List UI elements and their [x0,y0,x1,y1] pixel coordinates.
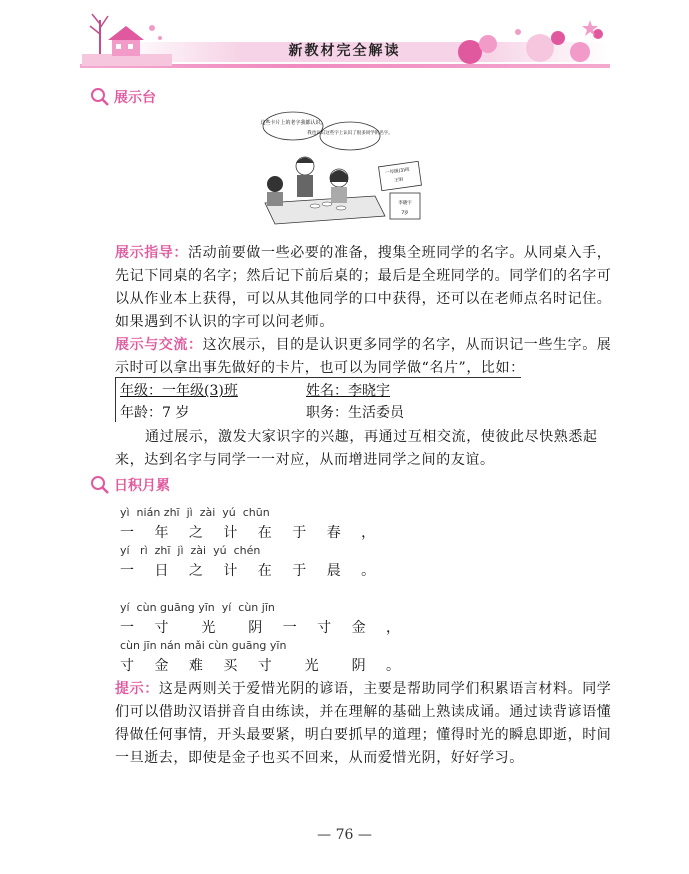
page-number: — 76 — [317,827,372,843]
proverb-1-pinyin: yì nián zhī jì zài yú chūn [120,506,270,519]
tip-label: 提示： [115,681,159,697]
magnifier-icon [90,475,110,495]
card-duty: 职务：生活委员 [306,405,404,421]
exchange-paragraph [115,334,615,380]
proverb-3-pinyin: yí cùn guāng yīn yí cùn jīn [120,601,275,614]
page-header [0,0,689,80]
proverb-3-text: 一 寸 光 阴 一 寸 金 ， [120,620,409,636]
exchange-text: 这次展示，目的是认识更多同学的名字，从而识记一些生字。展示时可以拿出事先做好的卡片，也可以为同学做“名片”，比如： [115,337,612,376]
magnifier-icon [90,87,110,107]
illus-card-2-line1: 李晓宇 [398,201,412,206]
proverb-2-text: 一 日 之 计 在 于 晨 。 [120,563,384,579]
proverb-4-text: 寸 金 难 买 寸 光 阴 。 [120,658,409,674]
card-grade: 年级：一年级(3)班 [120,383,238,399]
card-name: 姓名：李晓宇 [306,383,390,399]
proverb-4-pinyin: cùn jīn nán mǎi cùn guāng yīn [120,639,287,652]
sample-name-card [115,377,521,422]
illus-card-1-line2: 王明 [393,177,404,184]
header-title: 新教材完全解读 [288,43,401,59]
speech-bubble-left: 这些卡片上的老字我都认识。 [260,120,326,126]
tip-paragraph [115,678,615,770]
card-age: 年龄：7 岁 [120,405,190,421]
illus-card-1-line1: 一年级(3)班 [384,167,410,176]
section-title: 日积月累 [114,478,170,494]
section-heading-showcase [90,86,156,108]
proverb-1-text: 一 年 之 计 在 于 春 ， [120,525,384,541]
illus-card-2-line2: 7岁 [401,211,409,216]
section-title: 展示台 [114,90,156,106]
speech-bubble-right: 我也认识这些字上认识了很多同学的名字。 [307,131,393,136]
guide-text: 活动前要做一些必要的准备，搜集全班同学的名字。从同桌入手，先记下同桌的名字；然后记下前后桌的；最后是全班同学的。同学们的名字可以从作业本上获得，可以从其他同学的口中获得，还可以在老师点名时记住。如果遇到不认识的字可以问老师。 [115,245,612,330]
summary-paragraph: 通过展示，激发大家识字的兴趣，再通过互相交流，使彼此尽快熟悉起来，达到名字与同学一一对应，从而增进同学之间的友谊。 [115,429,598,468]
guide-paragraph [115,242,615,334]
section-heading-accumulate [90,474,170,496]
guide-label: 展示指导： [115,245,188,261]
house-tree-decoration-icon [82,8,172,70]
proverb-2-pinyin: yí rì zhī jì zài yú chén [120,544,261,557]
children-showing-name-cards-illustration [255,108,435,228]
tip-text: 这是两则关于爱惜光阴的谚语，主要是帮助同学们积累语言材料。同学们可以借助汉语拼音自由练读，并在理解的基础上熟读成诵。通过读背谚语懂得做任何事情，开头最要紧，明白要抓早的道理；懂得时光的瞬息即逝，时间一旦逝去，即使是金子也买不回来，从而爱惜光阴，好好学习。 [115,681,612,766]
exchange-label: 展示与交流： [115,337,203,353]
